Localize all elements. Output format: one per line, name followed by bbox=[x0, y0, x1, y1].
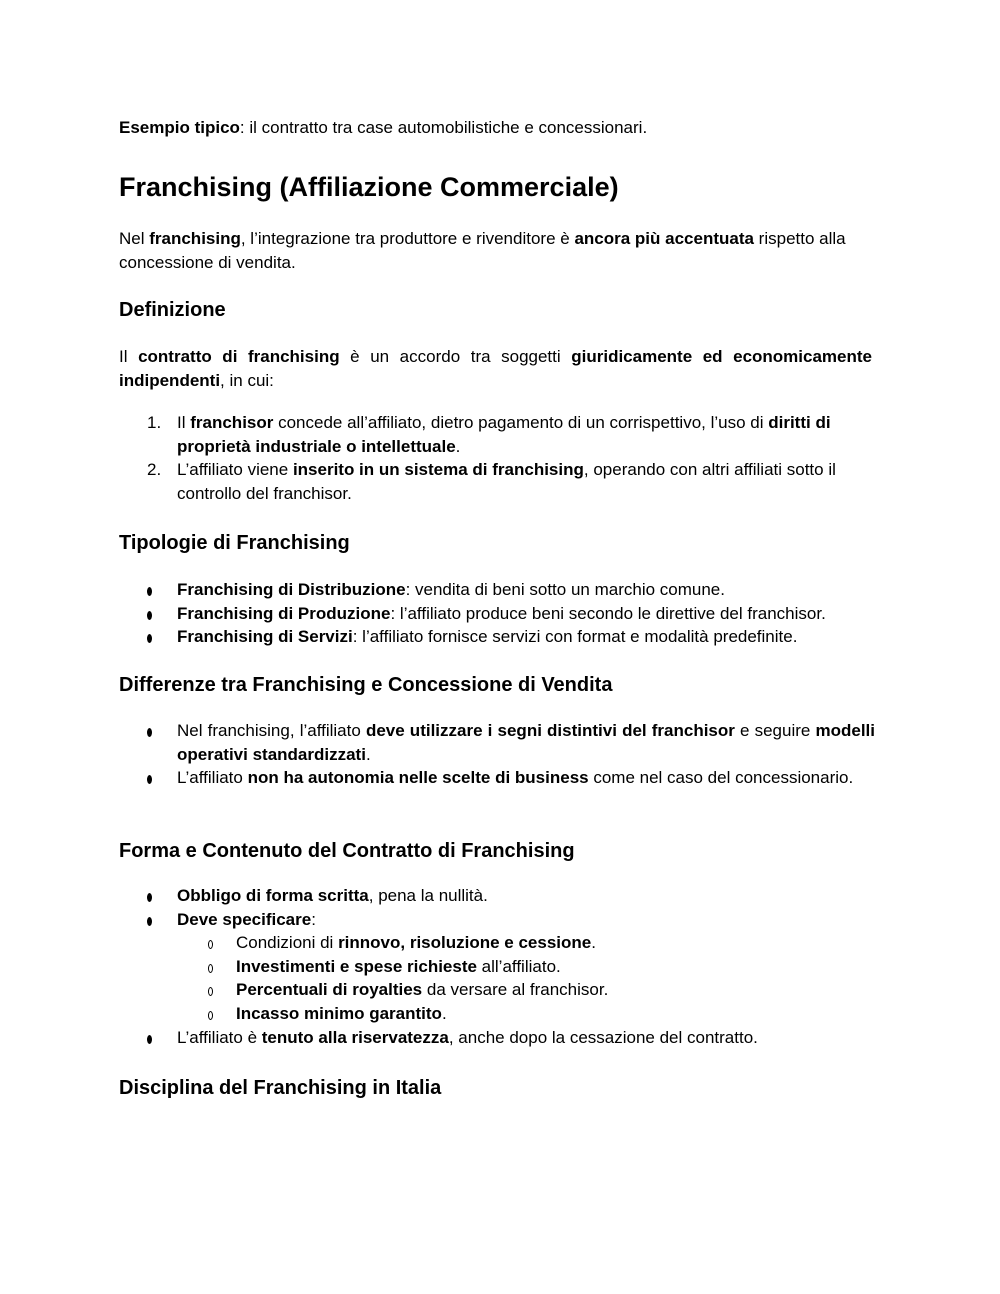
bullet-icon bbox=[147, 611, 152, 620]
page-title: Franchising (Affiliazione Commerciale) bbox=[119, 172, 619, 202]
text-run: rispetto alla concessione di vendita. bbox=[119, 229, 846, 272]
heading-definizione: Definizione bbox=[119, 299, 226, 321]
bold-run: Investimenti e spese richieste bbox=[236, 956, 477, 976]
text-run: . bbox=[365, 744, 371, 764]
bold-run: Incasso minimo garantito bbox=[236, 1003, 442, 1023]
differenze-list bbox=[119, 719, 875, 790]
text-run: . bbox=[441, 1003, 447, 1023]
sub-list-item bbox=[177, 978, 872, 1002]
bullet-icon bbox=[147, 893, 152, 902]
text-run: e seguire bbox=[734, 721, 816, 740]
list-item bbox=[119, 458, 872, 505]
bold-run: ancora più accentuata bbox=[574, 229, 754, 248]
text-run: : bbox=[311, 909, 316, 929]
text-run: concede all’affiliato, dietro pagamento di un corrispettivo, l’uso di bbox=[273, 413, 769, 432]
bold-run: Franchising di Servizi bbox=[177, 627, 353, 647]
list-item bbox=[119, 411, 872, 458]
intro-bold: Esempio tipico bbox=[119, 118, 240, 137]
list-number: 2. bbox=[147, 460, 162, 480]
list-item bbox=[119, 625, 872, 649]
list-item bbox=[119, 1026, 872, 1050]
text-run: da versare al franchisor. bbox=[422, 980, 609, 1000]
bullet-icon bbox=[147, 634, 152, 643]
text-run: : l’affiliato produce beni secondo le direttive del franchisor. bbox=[390, 603, 826, 623]
heading-tipologie: Tipologie di Franchising bbox=[119, 532, 350, 554]
list-item bbox=[119, 884, 872, 908]
bullet-icon bbox=[147, 917, 152, 926]
list-item bbox=[119, 578, 872, 602]
bold-run: giuridicamente ed economicamente indipendenti bbox=[119, 347, 873, 390]
text-run: , pena la nullità. bbox=[368, 886, 488, 905]
text-run: Nel bbox=[119, 229, 150, 248]
bold-run: deve utilizzare i segni distintivi del franchisor bbox=[365, 721, 735, 740]
heading-forma: Forma e Contenuto del Contratto di Franchising bbox=[119, 840, 575, 862]
circle-bullet-icon bbox=[208, 1011, 213, 1020]
text-run: Nel franchising, l’affiliato bbox=[177, 721, 366, 740]
text-run: all’affiliato. bbox=[476, 956, 561, 976]
text-run: , l’integrazione tra produttore e rivenditore è bbox=[240, 229, 575, 248]
text-run: Il bbox=[119, 347, 139, 366]
bold-run: franchising bbox=[149, 229, 241, 248]
text-run: , operando con altri affiliati sotto il controllo del franchisor. bbox=[177, 460, 836, 503]
heading-differenze: Differenze tra Franchising e Concessione di Vendita bbox=[119, 674, 613, 696]
text-run: L’affiliato è bbox=[177, 1027, 262, 1047]
bold-run: non ha autonomia nelle scelte di business bbox=[247, 768, 589, 788]
heading-disciplina: Disciplina del Franchising in Italia bbox=[119, 1077, 442, 1099]
list-item bbox=[119, 908, 872, 1026]
bold-run: contratto di franchising bbox=[138, 347, 340, 366]
bullet-icon bbox=[147, 587, 152, 596]
bullet-icon bbox=[147, 1035, 152, 1044]
definizione-paragraph bbox=[119, 345, 872, 393]
bold-run: rinnovo, risoluzione e cessione bbox=[338, 933, 592, 953]
bold-run: diritti di proprietà industriale o intellettuale bbox=[177, 413, 831, 456]
text-run: . bbox=[591, 933, 596, 953]
text-run: . bbox=[455, 436, 461, 456]
circle-bullet-icon bbox=[208, 987, 213, 996]
list-number: 1. bbox=[147, 413, 162, 432]
text-run: Condizioni di bbox=[236, 933, 339, 953]
definizione-list bbox=[119, 411, 872, 505]
text-run: : l’affiliato fornisce servizi con format e modalità predefinite. bbox=[352, 627, 798, 647]
text-run: , anche dopo la cessazione del contratto. bbox=[448, 1027, 758, 1047]
bullet-icon bbox=[147, 728, 152, 737]
text-run: : vendita di beni sotto un marchio comune. bbox=[405, 580, 725, 599]
sub-list-item bbox=[177, 931, 872, 955]
bold-run: Franchising di Distribuzione bbox=[177, 580, 406, 599]
bullet-icon bbox=[147, 775, 152, 784]
bold-run: franchisor bbox=[190, 413, 274, 432]
bold-run: Obbligo di forma scritta bbox=[177, 886, 369, 905]
bold-run: inserito in un sistema di franchising bbox=[292, 460, 584, 480]
bold-run: tenuto alla riservatezza bbox=[261, 1027, 449, 1047]
circle-bullet-icon bbox=[208, 940, 213, 949]
bold-run: Deve specificare bbox=[177, 909, 312, 929]
bold-run: Franchising di Produzione bbox=[177, 603, 391, 623]
text-run: come nel caso del concessionario. bbox=[588, 768, 854, 788]
circle-bullet-icon bbox=[208, 964, 213, 973]
sub-list-item bbox=[177, 955, 872, 979]
bold-run: modelli operativi standardizzati bbox=[177, 721, 875, 764]
list-item bbox=[119, 602, 872, 626]
text-run: L’affiliato bbox=[177, 768, 248, 788]
list-item bbox=[119, 719, 875, 766]
intro-paragraph bbox=[119, 116, 647, 140]
list-item bbox=[119, 766, 875, 790]
text-run: L’affiliato viene bbox=[177, 460, 293, 480]
franchising-intro-paragraph bbox=[119, 227, 869, 275]
bold-run: Percentuali di royalties bbox=[236, 980, 423, 1000]
text-run: Il bbox=[177, 413, 191, 432]
forma-sub-list bbox=[177, 931, 872, 1025]
sub-list-item bbox=[177, 1002, 872, 1026]
forma-list bbox=[119, 884, 872, 1049]
intro-text: : il contratto tra case automobilistiche e concessionari. bbox=[239, 118, 648, 137]
text-run: , in cui: bbox=[220, 371, 274, 390]
text-run: è un accordo tra soggetti bbox=[339, 347, 572, 366]
tipologie-list bbox=[119, 578, 872, 649]
